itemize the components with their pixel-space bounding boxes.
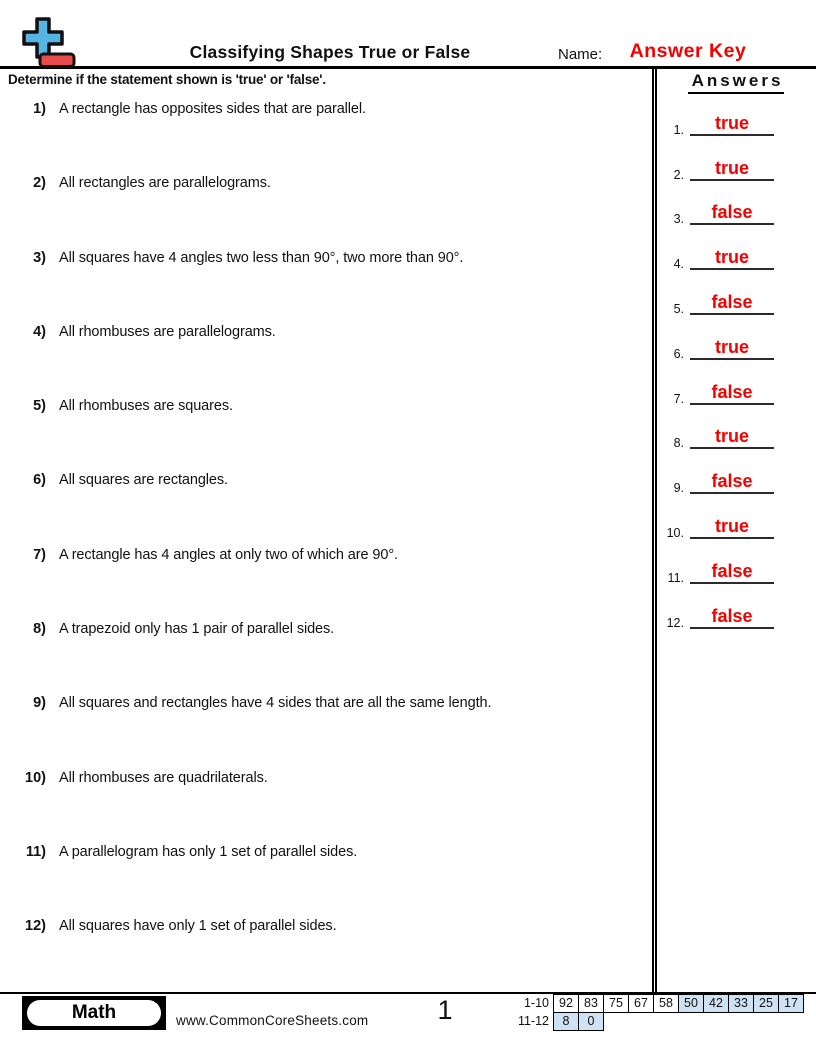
score-conversion-table — [503, 994, 804, 1031]
answers-list — [656, 98, 816, 636]
answer-row — [656, 412, 816, 457]
question-row — [8, 319, 648, 393]
score-cell: 83 — [578, 994, 604, 1013]
answers-heading: Answers — [660, 71, 812, 94]
answer-number: 9. — [673, 481, 684, 496]
plus-minus-logo-icon — [20, 16, 78, 75]
answer-number: 10. — [666, 525, 684, 540]
score-cell: 17 — [778, 994, 804, 1013]
answer-blank: false — [690, 203, 774, 225]
name-label: Name: — [558, 46, 603, 63]
score-cell: 25 — [753, 994, 779, 1013]
question-text: All rectangles are parallelograms. — [59, 175, 271, 192]
score-cells — [553, 1012, 604, 1031]
question-row — [8, 765, 648, 839]
question-row — [8, 690, 648, 764]
answer-row — [656, 98, 816, 143]
answer-number: 11. — [667, 570, 684, 585]
score-row-11-12 — [503, 1012, 804, 1031]
page-number: 1 — [437, 995, 453, 1025]
answer-blank: false — [690, 562, 774, 584]
answer-blank: true — [690, 114, 774, 136]
answer-row — [656, 367, 816, 412]
subject-badge — [22, 996, 166, 1030]
question-row — [8, 542, 648, 616]
answer-blank: false — [690, 607, 774, 629]
website-url: www.CommonCoreSheets.com — [176, 1013, 369, 1028]
question-text: A trapezoid only has 1 pair of parallel sides. — [59, 621, 335, 638]
question-number: 1) — [33, 101, 46, 117]
question-number: 3) — [33, 249, 46, 266]
question-row — [8, 913, 648, 987]
answer-row — [656, 277, 816, 322]
question-number: 4) — [33, 323, 46, 340]
answer-row — [656, 322, 816, 367]
answer-number: 3. — [673, 212, 684, 227]
answer-blank: false — [690, 383, 774, 405]
score-row-label: 11-12 — [517, 1014, 549, 1028]
question-number: 5) — [33, 398, 46, 415]
score-cells — [553, 994, 804, 1013]
answer-number: 8. — [673, 436, 684, 451]
answer-number: 6. — [673, 346, 684, 361]
question-text: All rhombuses are squares. — [59, 398, 233, 415]
answer-number: 1. — [673, 122, 684, 137]
page-title: Classifying Shapes True or False — [189, 42, 471, 62]
questions-list — [8, 96, 648, 988]
score-row-1-10 — [503, 994, 804, 1013]
score-cell: 58 — [653, 994, 679, 1013]
score-cell: 33 — [728, 994, 754, 1013]
question-row — [8, 839, 648, 913]
question-text: A parallelogram has only 1 set of parallel sides. — [59, 843, 358, 860]
name-value-answer-key: Answer Key — [629, 40, 747, 62]
answer-row — [656, 232, 816, 277]
answer-number: 7. — [673, 391, 684, 406]
answer-blank: true — [690, 427, 774, 449]
answer-number: 12. — [666, 615, 684, 630]
answer-blank: true — [690, 517, 774, 539]
answer-number: 2. — [673, 167, 684, 182]
question-row — [8, 96, 648, 170]
answer-number: 5. — [673, 301, 684, 316]
question-row — [8, 467, 648, 541]
question-number: 12) — [25, 918, 46, 935]
question-text: All squares are rectangles. — [59, 472, 228, 489]
answer-row — [656, 546, 816, 591]
question-number: 11) — [25, 843, 46, 860]
question-row — [8, 170, 648, 244]
score-row-label: 1-10 — [523, 996, 549, 1010]
answer-row — [656, 501, 816, 546]
question-number: 6) — [33, 472, 46, 489]
question-text: A rectangle has 4 angles at only two of which are 90°. — [59, 546, 398, 563]
score-cell: 8 — [553, 1012, 579, 1031]
answer-row — [656, 591, 816, 636]
question-number: 2) — [33, 175, 46, 192]
answer-blank: true — [690, 248, 774, 270]
score-cell: 0 — [578, 1012, 604, 1031]
subject-label: Math — [27, 1000, 161, 1026]
answer-row — [656, 143, 816, 188]
answer-number: 4. — [673, 257, 684, 272]
question-row — [8, 616, 648, 690]
question-text: All squares have 4 angles two less than 90°, two more than 90°. — [59, 249, 464, 266]
score-cell: 42 — [703, 994, 729, 1013]
question-number: 9) — [33, 695, 46, 712]
question-number: 7) — [33, 546, 46, 563]
question-text: All squares have only 1 set of parallel sides. — [59, 918, 337, 935]
question-row — [8, 245, 648, 319]
score-cell: 50 — [678, 994, 704, 1013]
score-cell: 75 — [603, 994, 629, 1013]
score-cell: 67 — [628, 994, 654, 1013]
answer-blank: true — [690, 338, 774, 360]
question-text: All rhombuses are parallelograms. — [59, 323, 276, 340]
question-text: All squares and rectangles have 4 sides that are all the same length. — [59, 695, 492, 712]
answer-blank: false — [690, 472, 774, 494]
question-number: 8) — [33, 621, 46, 638]
answer-row — [656, 188, 816, 233]
answer-row — [656, 456, 816, 501]
question-text: A rectangle has opposites sides that are parallel. — [59, 101, 366, 117]
answer-blank: false — [690, 293, 774, 315]
question-text: All rhombuses are quadrilaterals. — [59, 769, 268, 786]
answer-blank: true — [690, 159, 774, 181]
question-row — [8, 393, 648, 467]
score-cell: 92 — [553, 994, 579, 1013]
question-number: 10) — [25, 769, 46, 786]
instructions-text: Determine if the statement shown is 'true' or 'false'. — [8, 72, 326, 87]
header-divider — [0, 66, 816, 69]
